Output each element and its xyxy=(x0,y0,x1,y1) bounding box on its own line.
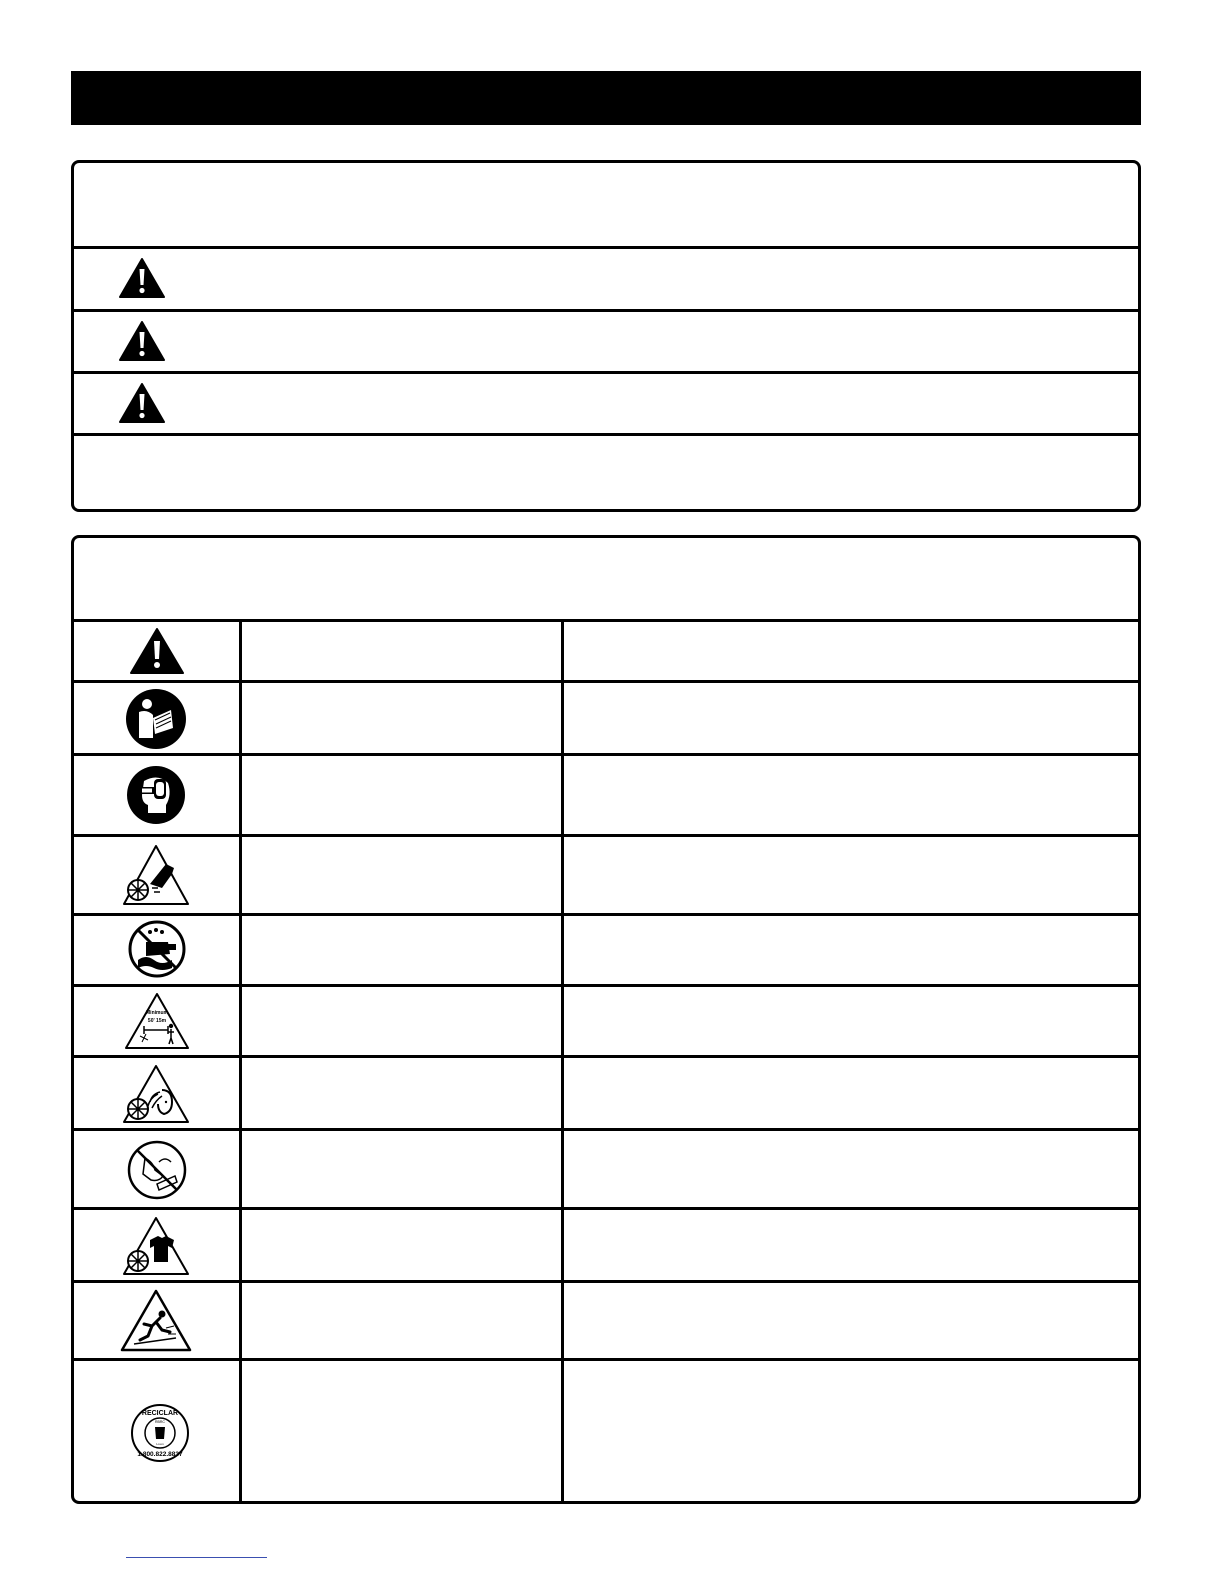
distance-label: Minimum xyxy=(146,1010,168,1016)
loose-clothing-icon xyxy=(122,1216,190,1276)
warning-triangle-icon xyxy=(118,382,166,424)
no-wet-conditions-icon xyxy=(128,920,186,978)
warning-triangle-icon xyxy=(118,257,166,299)
symbol-row xyxy=(74,1361,1138,1504)
seal-chemistry-text: Li-ion xyxy=(156,1442,164,1446)
signal-row-3 xyxy=(74,374,1138,434)
symbol-row xyxy=(74,622,1138,680)
symbol-row xyxy=(74,1058,1138,1128)
safety-alert-icon xyxy=(129,627,185,675)
seal-brand-text: RBRC xyxy=(155,1420,165,1424)
signal-row-1 xyxy=(74,249,1138,309)
symbol-row xyxy=(74,1283,1138,1358)
no-hand-near-tube-icon xyxy=(127,1140,187,1200)
symbol-row xyxy=(74,1210,1138,1280)
hair-entanglement-icon xyxy=(122,1064,190,1124)
signal-row-2 xyxy=(74,312,1138,372)
symbol-row xyxy=(74,916,1138,984)
divider xyxy=(74,433,1138,436)
distance-value: 50' 15m xyxy=(147,1018,167,1024)
footer-rule xyxy=(126,1557,267,1558)
section-header-bar xyxy=(71,71,1141,125)
hand-fan-hazard-icon xyxy=(122,844,190,906)
slip-hazard-icon xyxy=(120,1288,192,1352)
read-manual-icon xyxy=(125,688,187,750)
rbrc-recycle-seal-icon xyxy=(130,1403,190,1463)
seal-phone-text: 1.800.822.8837 xyxy=(137,1451,183,1458)
signal-words-box xyxy=(71,160,1141,512)
symbol-row xyxy=(74,756,1138,834)
keep-bystanders-away-icon xyxy=(124,992,190,1050)
seal-top-text: RECICLAR xyxy=(141,1410,179,1417)
eye-ear-protection-icon xyxy=(126,765,186,825)
symbol-row xyxy=(74,683,1138,753)
symbol-row xyxy=(74,1131,1138,1207)
symbol-row xyxy=(74,837,1138,913)
warning-triangle-icon xyxy=(118,320,166,362)
symbols-table-box xyxy=(71,535,1141,1504)
symbol-row xyxy=(74,987,1138,1055)
